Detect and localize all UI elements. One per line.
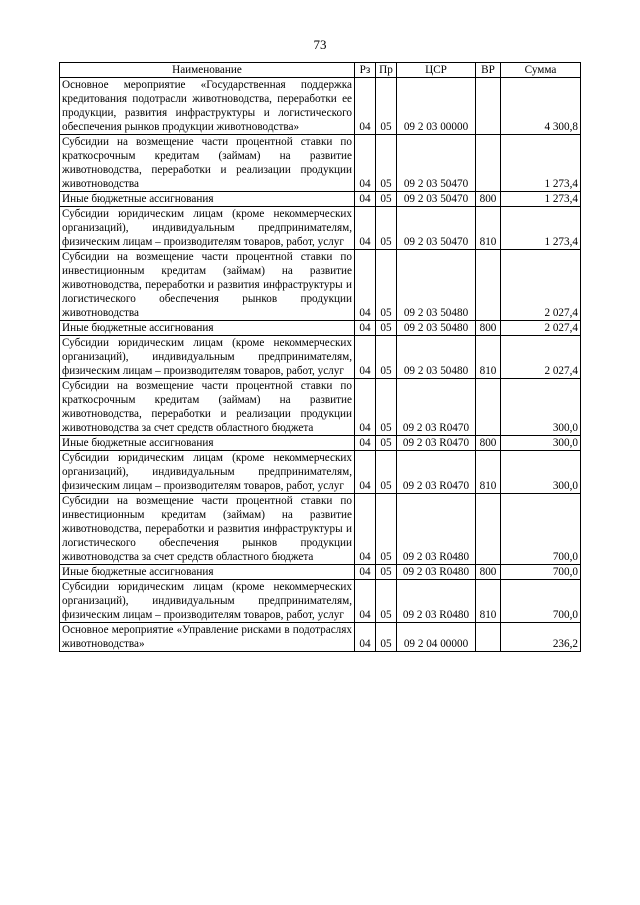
row-pr: 05: [376, 321, 397, 336]
header-rz: Рз: [355, 63, 376, 78]
row-name: Субсидии юридическим лицам (кроме некоммерческих организаций), индивидуальным предпринимателям, физическим лицам – производителям товаров, работ, услуг: [60, 336, 355, 379]
row-rz: 04: [355, 451, 376, 494]
row-sum: 300,0: [501, 436, 581, 451]
row-rz: 04: [355, 250, 376, 321]
row-name: Иные бюджетные ассигнования: [60, 321, 355, 336]
row-pr: 05: [376, 451, 397, 494]
row-name: Субсидии на возмещение части процентной ставки по инвестиционным кредитам (займам) на развитие животноводства, переработки и развития инфраструктуры и логистического обеспечения рынков продукции животноводства: [60, 250, 355, 321]
row-csr: 09 2 03 00000: [397, 78, 476, 135]
row-pr: 05: [376, 580, 397, 623]
row-vr: 810: [476, 336, 501, 379]
table-row: [60, 623, 581, 652]
row-sum: 700,0: [501, 494, 581, 565]
row-rz: 04: [355, 623, 376, 652]
row-pr: 05: [376, 207, 397, 250]
row-name: Субсидии на возмещение части процентной ставки по краткосрочным кредитам (займам) на развитие животноводства, переработки и реализации продукции животноводства: [60, 135, 355, 192]
row-name: Иные бюджетные ассигнования: [60, 192, 355, 207]
budget-table: [59, 62, 581, 652]
row-pr: 05: [376, 436, 397, 451]
row-sum: 1 273,4: [501, 192, 581, 207]
row-name: Субсидии на возмещение части процентной ставки по краткосрочным кредитам (займам) на развитие животноводства, переработки и реализации продукции животноводства за счет средств областного бюджета: [60, 379, 355, 436]
row-rz: 04: [355, 436, 376, 451]
row-vr: [476, 379, 501, 436]
row-name: Субсидии юридическим лицам (кроме некоммерческих организаций), индивидуальным предпринимателям, физическим лицам – производителям товаров, работ, услуг: [60, 580, 355, 623]
table-body: [60, 78, 581, 652]
row-rz: 04: [355, 580, 376, 623]
row-sum: 300,0: [501, 379, 581, 436]
row-vr: 810: [476, 207, 501, 250]
row-csr: 09 2 03 50470: [397, 207, 476, 250]
row-csr: 09 2 03 R0470: [397, 379, 476, 436]
row-rz: 04: [355, 192, 376, 207]
row-pr: 05: [376, 135, 397, 192]
header-pr: Пр: [376, 63, 397, 78]
row-csr: 09 2 03 R0470: [397, 436, 476, 451]
row-rz: 04: [355, 565, 376, 580]
header-name: Наименование: [60, 63, 355, 78]
row-name: Основное мероприятие «Государственная поддержка кредитования подотрасли животноводства, переработки ее продукции, развития инфраструктуры и логистического обеспечения рынков продукции животноводства»: [60, 78, 355, 135]
row-sum: 2 027,4: [501, 321, 581, 336]
row-sum: 700,0: [501, 580, 581, 623]
row-vr: 810: [476, 451, 501, 494]
row-csr: 09 2 03 R0470: [397, 451, 476, 494]
table-row: [60, 207, 581, 250]
header-sum: Сумма: [501, 63, 581, 78]
row-pr: 05: [376, 494, 397, 565]
row-pr: 05: [376, 623, 397, 652]
row-csr: 09 2 04 00000: [397, 623, 476, 652]
row-vr: 800: [476, 436, 501, 451]
row-vr: [476, 135, 501, 192]
row-pr: 05: [376, 336, 397, 379]
row-csr: 09 2 03 R0480: [397, 494, 476, 565]
row-name: Субсидии на возмещение части процентной ставки по инвестиционным кредитам (займам) на развитие животноводства, переработки и развития инфраструктуры и логистического обеспечения рынков продукции животноводства за счет средств областного бюджета: [60, 494, 355, 565]
table-row: [60, 78, 581, 135]
row-rz: 04: [355, 321, 376, 336]
row-pr: 05: [376, 379, 397, 436]
row-csr: 09 2 03 50470: [397, 192, 476, 207]
row-sum: 2 027,4: [501, 336, 581, 379]
row-rz: 04: [355, 494, 376, 565]
table-row: [60, 321, 581, 336]
row-sum: 1 273,4: [501, 135, 581, 192]
row-csr: 09 2 03 R0480: [397, 580, 476, 623]
row-rz: 04: [355, 336, 376, 379]
table-row: [60, 336, 581, 379]
row-sum: 4 300,8: [501, 78, 581, 135]
row-name: Субсидии юридическим лицам (кроме некоммерческих организаций), индивидуальным предпринимателям, физическим лицам – производителям товаров, работ, услуг: [60, 207, 355, 250]
row-vr: [476, 78, 501, 135]
row-csr: 09 2 03 50480: [397, 250, 476, 321]
row-csr: 09 2 03 50480: [397, 336, 476, 379]
row-sum: 300,0: [501, 451, 581, 494]
header-csr: ЦСР: [397, 63, 476, 78]
table-row: [60, 494, 581, 565]
row-name: Основное мероприятие «Управление рисками в подотраслях животноводства»: [60, 623, 355, 652]
table-row: [60, 451, 581, 494]
row-vr: 800: [476, 565, 501, 580]
row-rz: 04: [355, 379, 376, 436]
page-number: 73: [313, 37, 327, 52]
row-pr: 05: [376, 192, 397, 207]
table-row: [60, 250, 581, 321]
table-row: [60, 580, 581, 623]
row-sum: 1 273,4: [501, 207, 581, 250]
row-rz: 04: [355, 207, 376, 250]
table-row: [60, 379, 581, 436]
row-pr: 05: [376, 78, 397, 135]
header-vr: ВР: [476, 63, 501, 78]
row-csr: 09 2 03 R0480: [397, 565, 476, 580]
row-name: Субсидии юридическим лицам (кроме некоммерческих организаций), индивидуальным предпринимателям, физическим лицам – производителям товаров, работ, услуг: [60, 451, 355, 494]
row-vr: [476, 494, 501, 565]
row-csr: 09 2 03 50470: [397, 135, 476, 192]
row-rz: 04: [355, 135, 376, 192]
row-sum: 2 027,4: [501, 250, 581, 321]
row-vr: [476, 250, 501, 321]
row-sum: 700,0: [501, 565, 581, 580]
table-row: [60, 565, 581, 580]
row-pr: 05: [376, 565, 397, 580]
row-vr: 810: [476, 580, 501, 623]
table-row: [60, 192, 581, 207]
row-csr: 09 2 03 50480: [397, 321, 476, 336]
row-pr: 05: [376, 250, 397, 321]
table-header-row: [60, 63, 581, 78]
row-vr: 800: [476, 192, 501, 207]
table-row: [60, 436, 581, 451]
row-name: Иные бюджетные ассигнования: [60, 436, 355, 451]
row-rz: 04: [355, 78, 376, 135]
table-row: [60, 135, 581, 192]
row-name: Иные бюджетные ассигнования: [60, 565, 355, 580]
row-vr: 800: [476, 321, 501, 336]
row-sum: 236,2: [501, 623, 581, 652]
row-vr: [476, 623, 501, 652]
